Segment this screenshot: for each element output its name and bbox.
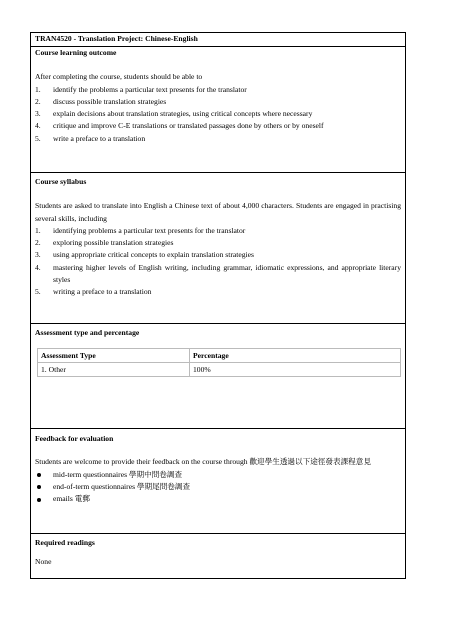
course-syllabus-section <box>31 172 405 323</box>
list-item: 3. using appropriate critical concepts to explain translation strategies <box>35 250 254 260</box>
required-readings-section <box>31 533 405 578</box>
table-cell: 100% <box>190 363 401 377</box>
list-item: 3. explain decisions about translation strategies, using critical concepts where necessary <box>35 109 313 119</box>
title-section <box>31 33 405 46</box>
feedback-heading: Feedback for evaluation <box>35 434 114 443</box>
bullet-icon <box>37 473 41 477</box>
list-item: 1. identifying problems a particular text presents for the translator <box>35 225 246 235</box>
learning-outcome-intro: After completing the course, students should be able to <box>35 72 203 82</box>
course-syllabus-heading: Course syllabus <box>35 177 87 186</box>
list-item: 4. mastering higher levels of English writing, including grammar, idiomatic expressions, and appropriate literary styles <box>35 262 401 285</box>
course-syllabus-intro: Students are asked to translate into English a Chinese text of about 4,000 characters. Students are engaged in practising several skills, including <box>35 201 401 223</box>
table-cell: 1. Other <box>38 363 190 377</box>
feedback-intro: Students are welcome to provide their feedback on the course through 歡迎學生透過以下途徑發表課程意見 <box>35 457 371 467</box>
learning-outcome-heading: Course learning outcome <box>35 48 117 57</box>
course-title: TRAN4520 - Translation Project: Chinese-English <box>35 34 198 43</box>
learning-outcome-list <box>35 84 401 145</box>
learning-outcome-section <box>31 46 405 172</box>
list-item: 4. critique and improve C-E translations or translated passages done by others or by oneself <box>35 121 324 131</box>
assessment-section <box>31 323 405 428</box>
feedback-section <box>31 428 405 533</box>
list-item: mid-term questionnaires 學期中問卷調查 <box>35 469 401 481</box>
required-readings-content: None <box>35 557 52 567</box>
bullet-icon <box>37 485 41 489</box>
column-header: Percentage <box>190 349 401 363</box>
list-item: emails 電郵 <box>35 493 401 505</box>
course-syllabus-list <box>35 225 401 299</box>
column-header: Assessment Type <box>38 349 190 363</box>
feedback-list <box>35 469 401 506</box>
required-readings-heading: Required readings <box>35 538 95 547</box>
list-item: 5. writing a preface to a translation <box>35 287 152 297</box>
list-item: 2. exploring possible translation strategies <box>35 238 174 248</box>
list-item: 5. write a preface to a translation <box>35 133 146 143</box>
list-item: 2. discuss possible translation strategies <box>35 96 167 106</box>
list-item: 1. identify the problems a particular text presents for the translator <box>35 84 247 94</box>
assessment-heading: Assessment type and percentage <box>35 328 140 337</box>
table-row <box>38 363 401 377</box>
table-header-row <box>38 349 401 363</box>
bullet-icon <box>37 498 41 502</box>
course-outline-frame <box>30 32 406 579</box>
assessment-table <box>37 348 401 377</box>
list-item: end-of-term questionnaires 學期尾問卷調查 <box>35 481 401 493</box>
